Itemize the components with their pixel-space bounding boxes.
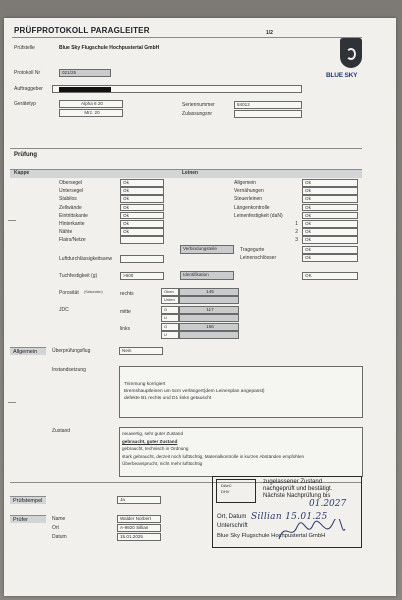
- leinen-item-value: Ok: [302, 204, 358, 212]
- seriennummer-field: 84012: [234, 101, 302, 109]
- tuch-field: >600: [120, 272, 164, 280]
- leinen-item-label: Leinenfestigkeit (daN): [234, 212, 283, 219]
- kappe-item-label: Untersegel: [59, 188, 84, 195]
- badge-line-1: DAeC: [221, 483, 232, 488]
- kappe-label: Kappe: [14, 170, 30, 176]
- stamp-line-3: Nächste Nachprüfung bis: [263, 493, 331, 499]
- porositaet-value: [179, 331, 239, 339]
- stamp-company: Blue Sky Flugschule Hochpustertal GmbH: [217, 533, 326, 539]
- tuch-label: Tuchfestigkeit (g): [59, 273, 98, 279]
- zustand-line: stark gebraucht, derzeit noch lufttüchtig, Materialkontrolle in kurzen Abständen empfohlen: [122, 453, 305, 459]
- signature-scribble: [277, 519, 347, 543]
- porositaet-key: U: [161, 331, 179, 339]
- datum-field: 15.01.2025: [117, 533, 161, 541]
- handwritten-place-date: Sillian 15.01.25: [251, 512, 328, 522]
- zulassung-label: Zulassungsnr: [182, 111, 213, 117]
- stamp-text: [263, 479, 332, 500]
- zustand-line: gebraucht, guter Zustand: [122, 438, 178, 444]
- model-field: Alpha 6 20: [59, 100, 123, 108]
- porositaet-value: [179, 296, 239, 304]
- instandsetzung-label: Instandsetzung: [52, 367, 86, 373]
- leinen-item-value: Ok: [302, 187, 358, 195]
- dhv-badge: [216, 479, 256, 503]
- leinen-item-label: 2: [295, 229, 298, 236]
- porositaet-key: O: [161, 323, 179, 331]
- protokoll-label: Protokoll Nr: [14, 70, 41, 76]
- porositaet-value: 166: [179, 323, 239, 331]
- pruefstempel-field: Ja: [117, 496, 161, 504]
- porositaet-key: U: [161, 314, 179, 322]
- pruefstelle-label: Prüfstelle: [14, 45, 35, 51]
- luftdurch-label: Luftdurchlässigkeitsanw: [59, 256, 113, 262]
- protokoll-field: 021/25: [59, 69, 111, 77]
- verbindung-item-label: Tragegurte: [240, 247, 265, 253]
- blue-sky-logo: [326, 38, 368, 84]
- protocol-sheet: [4, 18, 396, 596]
- kappe-item-value: Ok: [120, 228, 164, 236]
- porositaet-key: O: [161, 306, 179, 314]
- badge-line-2: DHV: [221, 489, 230, 494]
- porositaet-value: 145: [179, 288, 239, 296]
- verbindung-label: Verbindungsteile: [180, 245, 234, 254]
- zustand-line: neuwertig, sehr guter Zustand: [122, 431, 184, 436]
- instandsetzung-line: defekte B1 rechts und D1 links getauscht: [124, 396, 212, 401]
- ueberpruefung-field: Nein: [119, 347, 163, 355]
- leinen-item-label: Allgemein: [234, 180, 256, 186]
- leinen-item-label: Steuerleinen: [234, 196, 263, 203]
- leinen-item-value: Ok: [302, 195, 358, 203]
- zustand-line: gebraucht, technisch in Ordnung: [122, 446, 189, 451]
- luftdurch-field: [120, 255, 164, 263]
- porositaet-position: mitte: [120, 308, 131, 315]
- jdc-label: JDC: [59, 307, 69, 313]
- porositaet-position: rechts: [120, 291, 134, 297]
- stamp-ort-label: Ort, Datum: [217, 514, 247, 520]
- porositaet-value: 117: [179, 306, 239, 314]
- porositaet-label: Porosität: [59, 290, 79, 296]
- porositaet-key: Unten: [161, 296, 179, 304]
- kappe-item-value: Ok: [120, 204, 164, 212]
- kappe-item-label: Nähte: [59, 229, 73, 236]
- leinen-item-label: 3: [295, 237, 298, 244]
- pruefstelle-value: Blue Sky Flugschule Hochpustertal GmbH: [59, 45, 160, 51]
- kappe-item-value: Ok: [120, 195, 164, 203]
- ort-field: A-9920 Sillian: [117, 524, 161, 532]
- logo-text: BLUE SKY: [326, 72, 358, 79]
- page-number: 1/2: [266, 30, 273, 36]
- kappe-item-label: Obersegel: [59, 180, 83, 186]
- verbindung-item-label: Leinenschlösser: [240, 255, 277, 262]
- inspection-stamp: [212, 476, 362, 548]
- leinen-item-value: Ok: [302, 228, 358, 236]
- pruefstempel-label: Prüfstempel: [10, 496, 46, 504]
- ident-field: OK: [302, 272, 358, 280]
- kappe-item-label: Hinterkante: [59, 221, 85, 227]
- porositaet-unit: (Sekunden): [84, 290, 103, 294]
- porositaet-position: links: [120, 326, 131, 332]
- pruefung-heading: Prüfung: [14, 152, 37, 158]
- leinen-item-value: Ok: [302, 212, 358, 220]
- ort-label: Ort: [52, 525, 59, 531]
- name-label: Name: [52, 516, 66, 522]
- redaction-bar: [59, 87, 111, 92]
- ueberpruefung-label: Überprüfungsflug: [52, 348, 91, 354]
- leinen-item-label: Längenkontrolle: [234, 204, 270, 211]
- instandsetzung-box: [119, 366, 363, 418]
- stamp-unterschrift-label: Unterschrift: [217, 523, 248, 529]
- leinen-label: Leinen: [182, 170, 199, 176]
- auftraggeber-field: [52, 85, 302, 93]
- zustand-box: [119, 427, 363, 477]
- seriennummer-label: Seriennummer: [182, 102, 215, 108]
- pruefer-label: Prüfer: [10, 515, 46, 523]
- verbindung-item-value: Ok: [302, 254, 358, 262]
- kappe-item-label: Zellwände: [59, 204, 82, 211]
- kappe-item-label: Flairs/Netze: [59, 237, 86, 244]
- leinen-item-label: Vernähungen: [234, 188, 264, 195]
- leinen-item-value: Ok: [302, 220, 358, 228]
- auftraggeber-label: Auftraggeber: [14, 86, 43, 92]
- kappe-item-label: Eintrittskante: [59, 212, 88, 219]
- instandsetzung-line: Bremshauptleinen um 5cm verlängert(dem Leinenplan angepasst): [124, 389, 265, 394]
- ident-label: Identifikation: [180, 271, 234, 280]
- zulassung-field: [234, 110, 302, 118]
- model-date-field: Mrz. 20: [59, 109, 123, 117]
- name-field: Walder Norbert: [117, 515, 161, 523]
- allgemein-label: Allgemein: [10, 347, 46, 355]
- porositaet-value: [179, 314, 239, 322]
- kappe-item-value: Ok: [120, 220, 164, 228]
- instandsetzung-line: Trimmung korrigiert: [124, 382, 166, 387]
- leinen-item-label: 1: [295, 221, 298, 227]
- kappe-item-value: Ok: [120, 187, 164, 195]
- porositaet-key: Oben: [161, 288, 179, 296]
- kappe-item-value: [120, 236, 164, 244]
- leinen-item-value: Ok: [302, 179, 358, 187]
- verbindung-item-value: Ok: [302, 246, 358, 254]
- leinen-item-value: Ok: [302, 236, 358, 244]
- handwritten-next-date: 01.2027: [309, 499, 347, 509]
- zustand-label: Zustand: [52, 428, 71, 434]
- kappe-item-label: Stabilos: [59, 196, 77, 203]
- kappe-item-value: Ok: [120, 179, 164, 187]
- stamp-line-2: nachgeprüft und bestätigt.: [263, 486, 333, 492]
- geraetetyp-label: Gerätetyp: [14, 101, 36, 107]
- stamp-line-1: zugelassener Zustand: [263, 479, 323, 485]
- document-title: PRÜFPROTOKOLL PARAGLEITER: [14, 26, 150, 35]
- datum-label: Datum: [52, 534, 67, 540]
- zustand-line: Überbeansprucht, nicht mehr lufttüchtig: [122, 461, 203, 466]
- kappe-item-value: Ok: [120, 212, 164, 220]
